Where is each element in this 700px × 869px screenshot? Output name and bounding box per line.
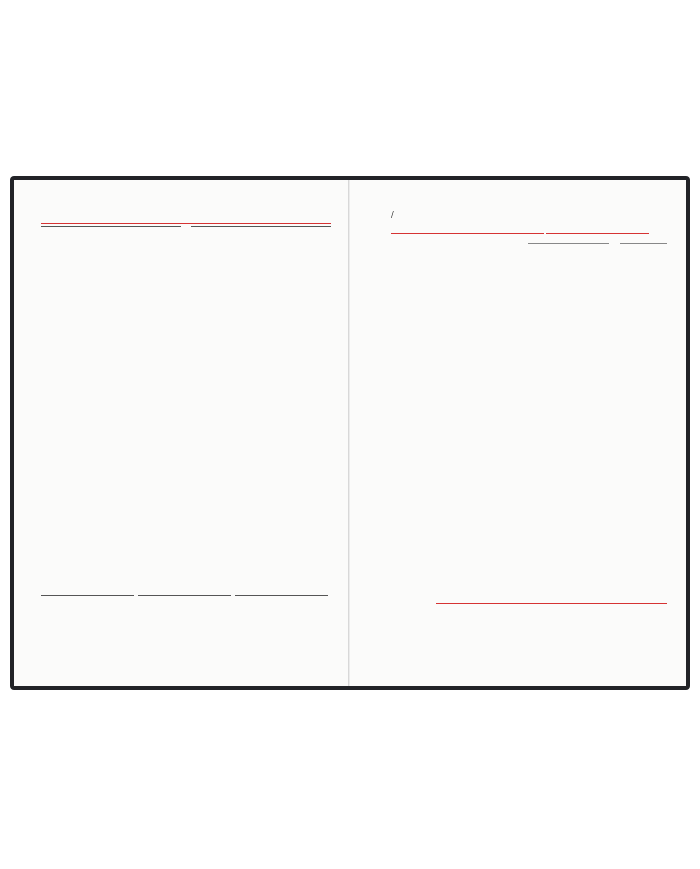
exercise-table-1 xyxy=(41,579,134,596)
euro-field[interactable] xyxy=(620,243,667,244)
notes-underline xyxy=(436,603,667,604)
days-underline xyxy=(546,233,649,234)
title-underline xyxy=(41,223,331,224)
dollar-field[interactable] xyxy=(528,243,609,244)
exercise-header xyxy=(138,579,231,596)
date-label: / xyxy=(391,210,394,219)
date-underline xyxy=(391,233,544,234)
exercise-header xyxy=(41,579,134,596)
food-column-2 xyxy=(191,225,331,232)
exercise-table-2 xyxy=(138,579,231,596)
right-page xyxy=(350,180,686,686)
column-header xyxy=(191,225,331,227)
exercise-table-3 xyxy=(235,579,328,596)
column-header xyxy=(41,225,181,227)
planner-spread xyxy=(10,176,690,690)
left-page xyxy=(14,180,350,686)
food-column-1 xyxy=(41,225,181,232)
exercise-header xyxy=(235,579,328,596)
